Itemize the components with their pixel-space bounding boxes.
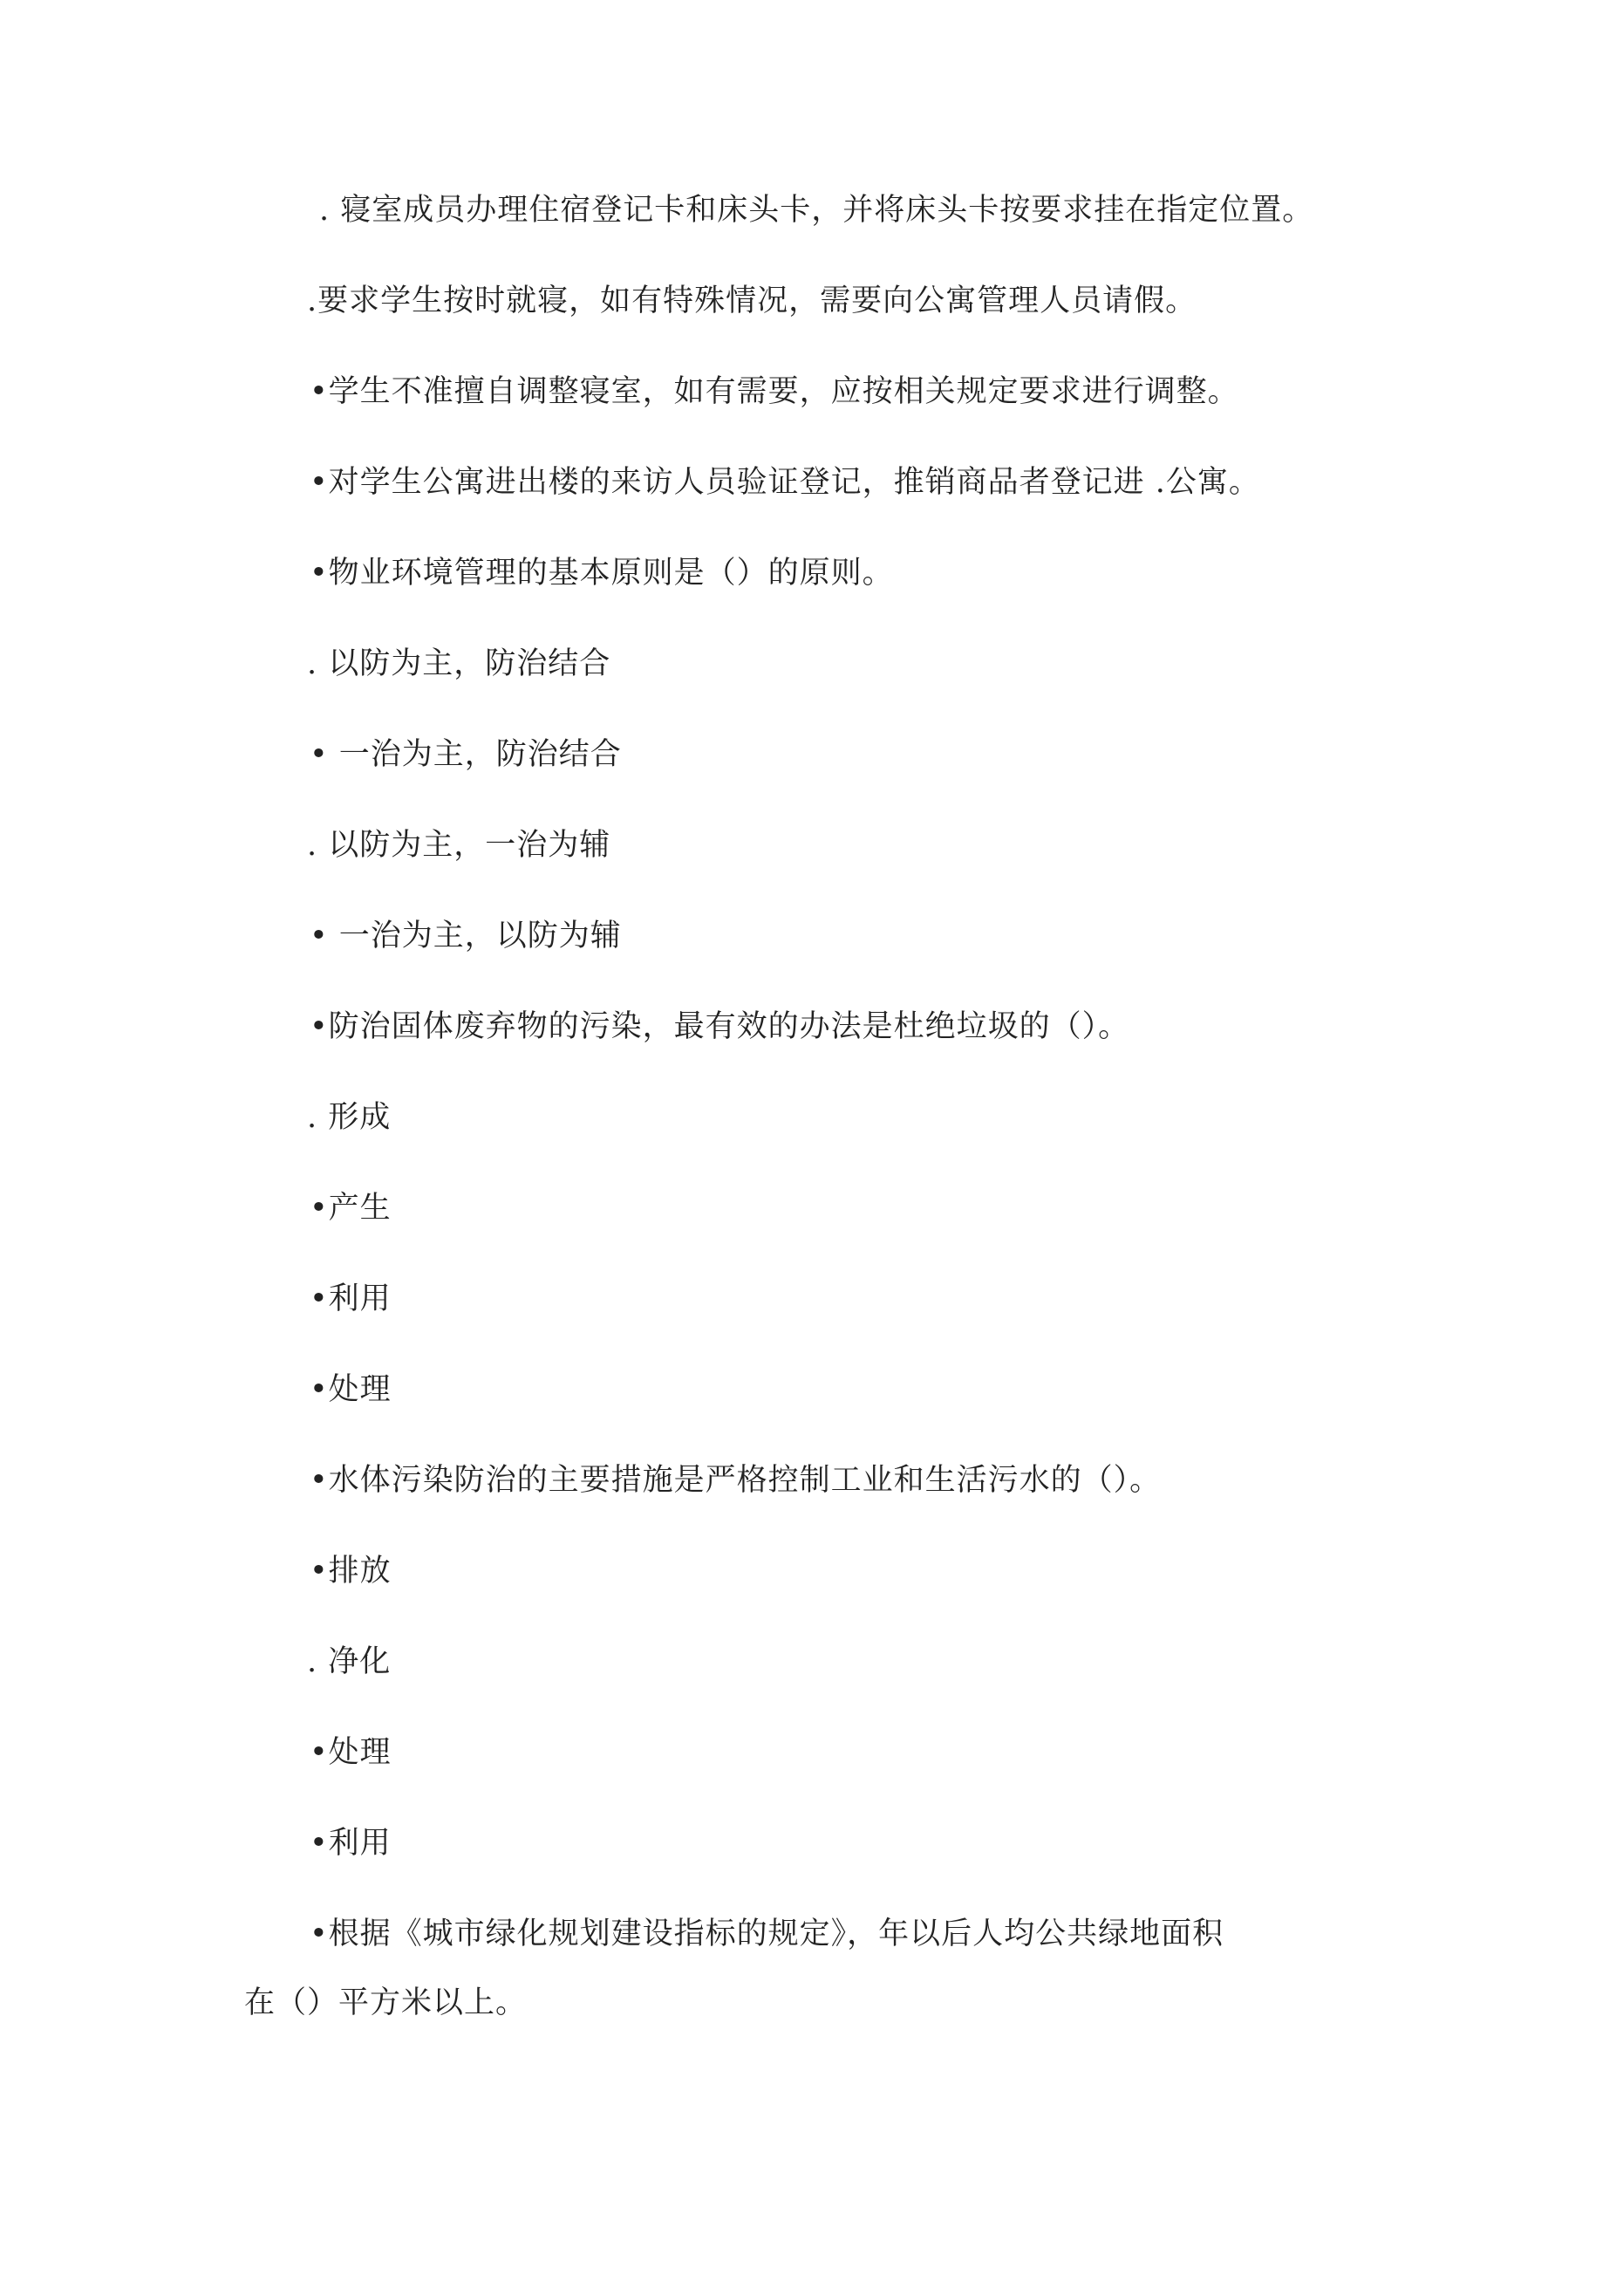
option-line: . 以防为主，防治结合 <box>307 646 611 681</box>
option-line: •排放 <box>310 1554 392 1589</box>
option-line: •产生 <box>310 1191 392 1226</box>
text-line: •学生不准擅自调整寝室，如有需要，应按相关规定要求进行调整。 <box>310 374 1239 409</box>
text-line: .要求学生按时就寝，如有特殊情况，需要向公寓管理人员请假。 <box>307 284 1197 318</box>
text-line: •对学生公寓进出楼的来访人员验证登记，推销商品者登记进 .公寓。 <box>310 465 1260 500</box>
text-line: . 寝室成员办理住宿登记卡和床头卡，并将床头卡按要求挂在指定位置。 <box>319 193 1314 228</box>
text-line: •防治固体废弃物的污染，最有效的办法是杜绝垃圾的（）。 <box>310 1009 1130 1044</box>
text-line: •水体污染防治的主要措施是严格控制工业和生活污水的（）。 <box>310 1463 1162 1498</box>
option-line: •处理 <box>310 1372 392 1407</box>
text-line: 在（）平方米以上。 <box>244 1985 528 2020</box>
option-line: •处理 <box>310 1735 392 1770</box>
option-line: •利用 <box>310 1826 392 1861</box>
option-line: • 一治为主，防治结合 <box>310 737 622 772</box>
option-line: • 一治为主，以防为辅 <box>310 919 622 953</box>
text-line: •根据《城市绿化规划建设指标的规定》，年以后人均公共绿地面积 <box>310 1917 1224 1951</box>
option-line: . 以防为主，一治为辅 <box>307 828 611 863</box>
option-line: . 形成 <box>307 1100 392 1135</box>
option-line: . 净化 <box>307 1644 392 1679</box>
text-line: •物业环境管理的基本原则是（）的原则。 <box>310 556 894 591</box>
option-line: •利用 <box>310 1281 392 1316</box>
